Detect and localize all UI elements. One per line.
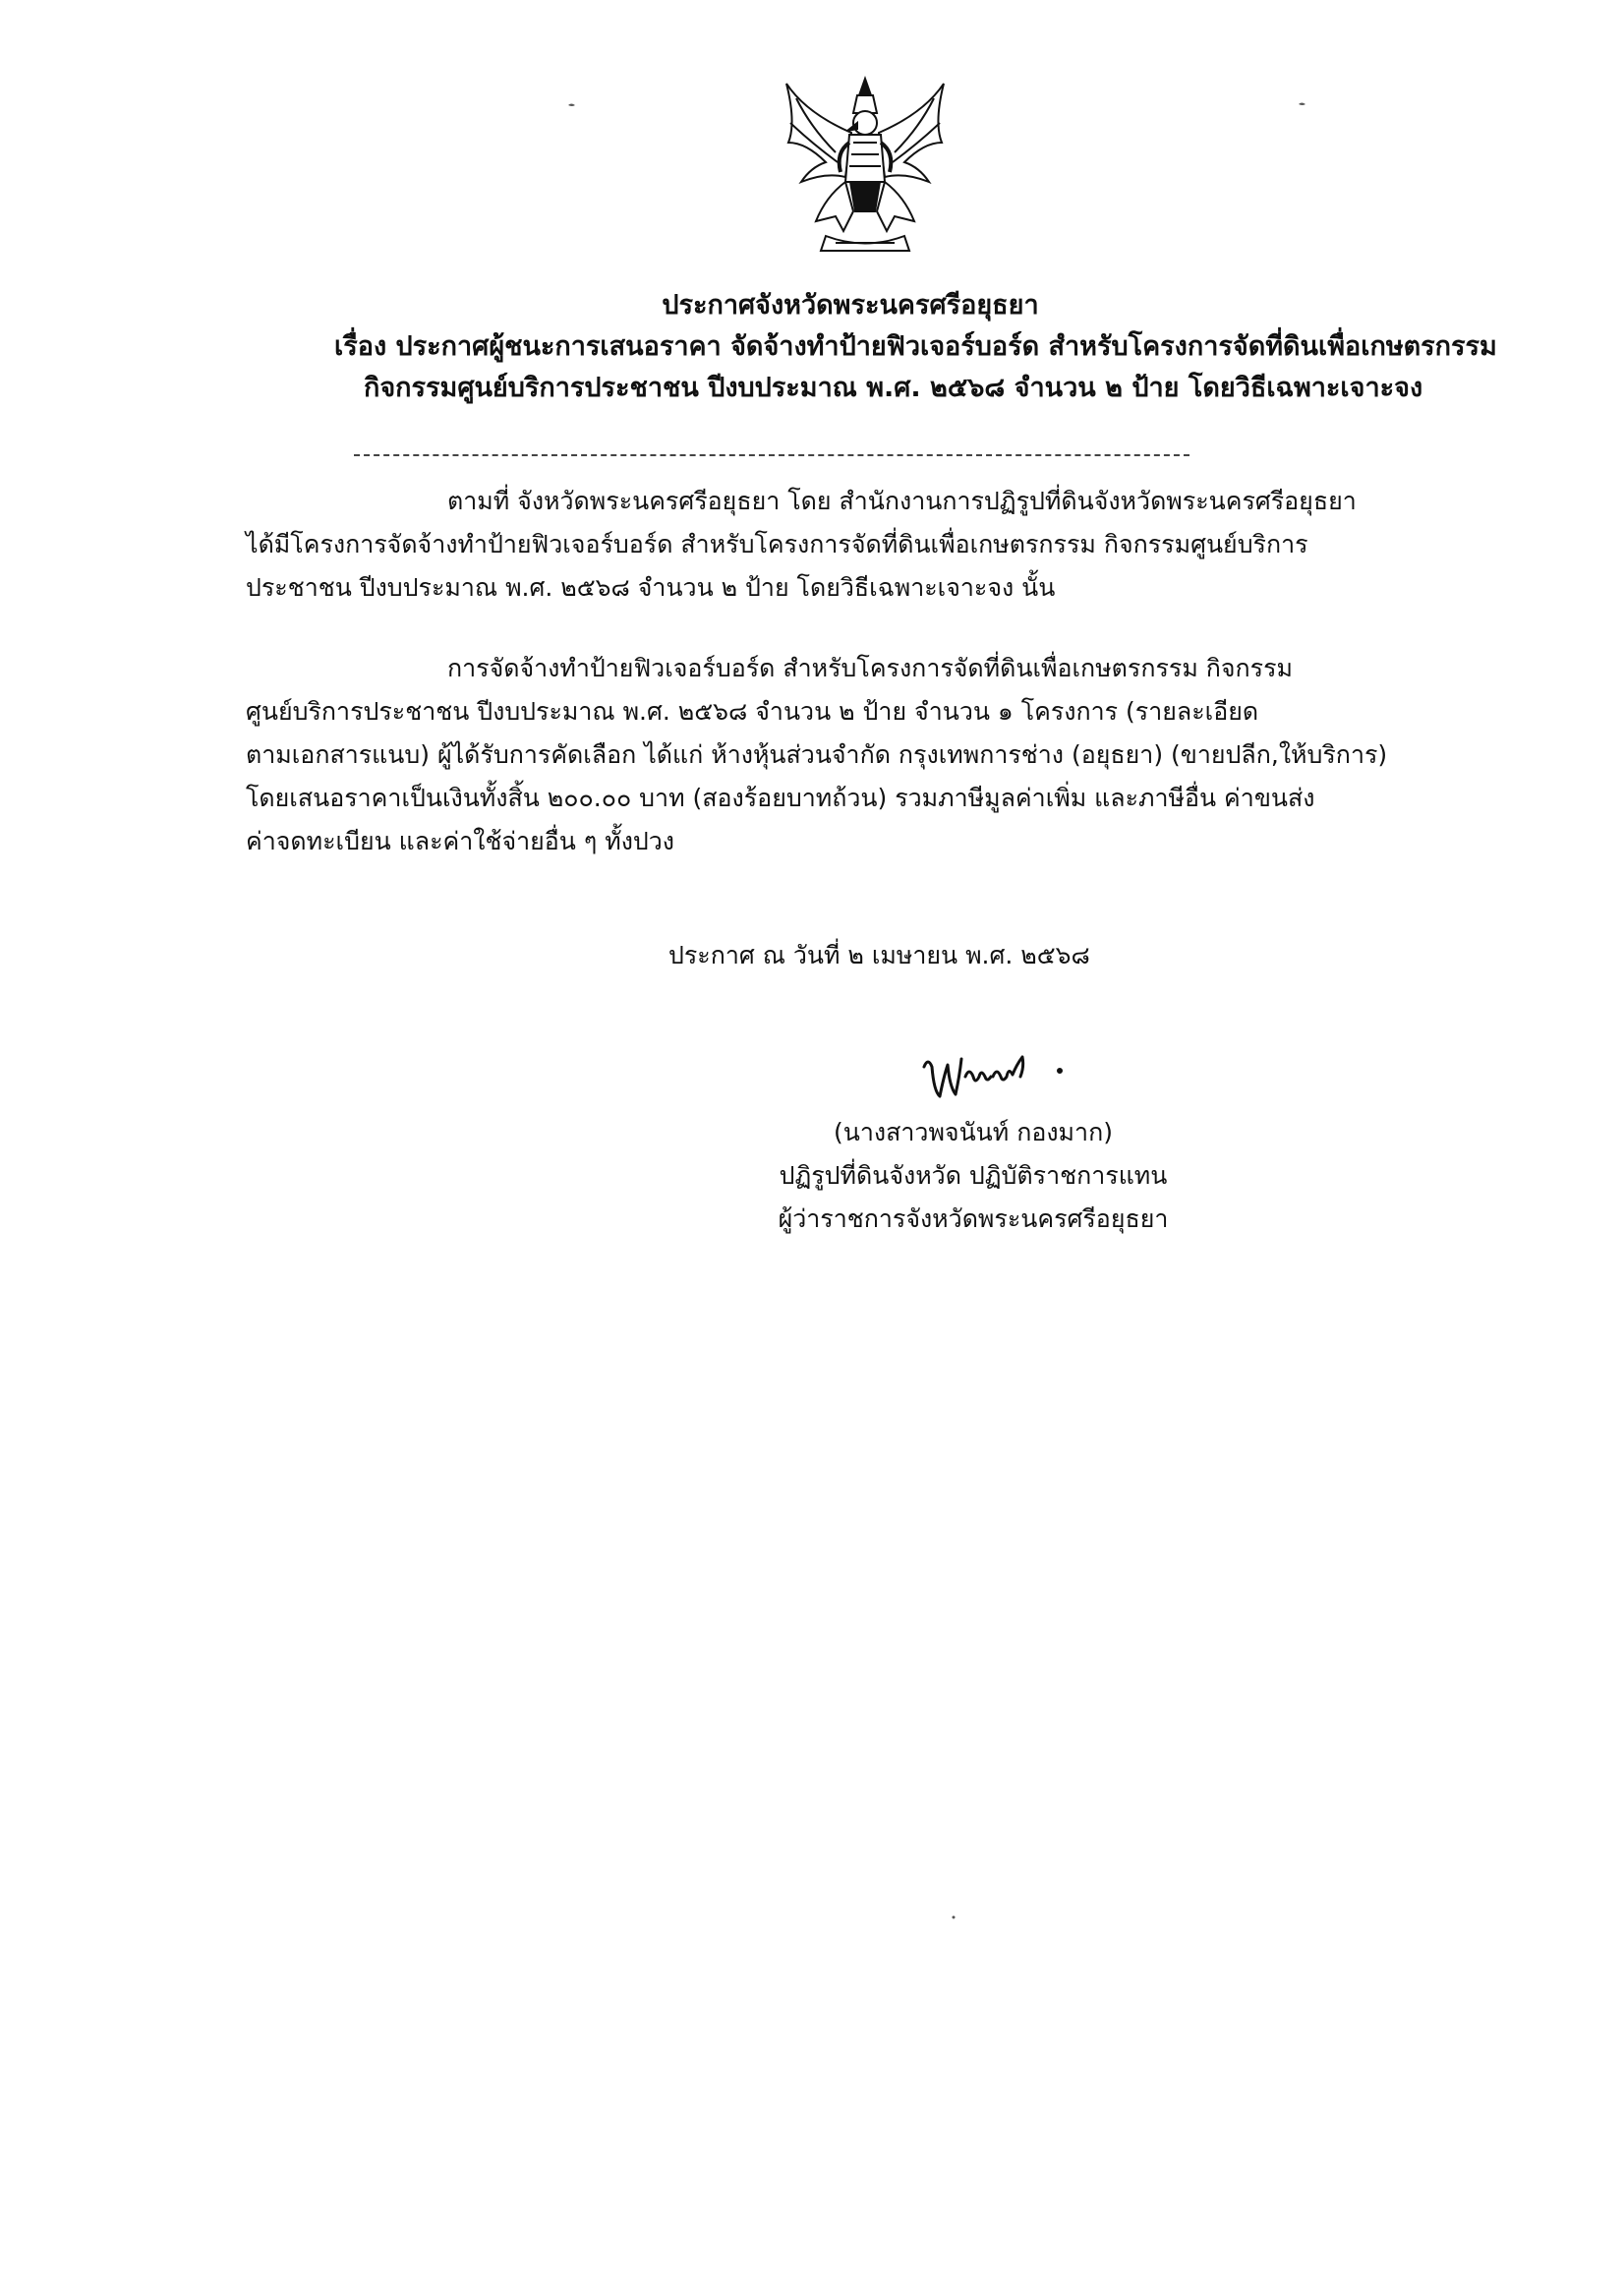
signer-name: (นางสาวพจนันท์ กองมาก) [834, 1118, 1113, 1146]
announced-date: ประกาศ ณ วันที่ ๒ เมษายน พ.ศ. ๒๕๖๘ [668, 941, 1090, 969]
handwritten-signature-icon [914, 1037, 1111, 1106]
paragraph-2-line: ค่าจดทะเบียน และค่าใช้จ่ายอื่น ๆ ทั้งปวง [246, 827, 675, 855]
document-subject-line-2: กิจกรรมศูนย์บริการประชาชน ปีงบประมาณ พ.ศ. ๒๕๖๘ จำนวน ๒ ป้าย โดยวิธีเฉพาะเจาะจง [364, 373, 1423, 403]
paragraph-1-line: ได้มีโครงการจัดจ้างทำป้ายฟิวเจอร์บอร์ด สำหรับโครงการจัดที่ดินเพื่อเกษตรกรรม กิจกรรมศูนย์บริการ [246, 530, 1308, 558]
paragraph-2-line: ศูนย์บริการประชาชน ปีงบประมาณ พ.ศ. ๒๕๖๘ จำนวน ๒ ป้าย จำนวน ๑ โครงการ (รายละเอียด [246, 697, 1259, 726]
paragraph-1-line: ประชาชน ปีงบประมาณ พ.ศ. ๒๕๖๘ จำนวน ๒ ป้าย โดยวิธีเฉพาะเจาะจง นั้น [246, 573, 1056, 602]
paragraph-1 [246, 480, 1484, 610]
signer-block [708, 1111, 1239, 1241]
garuda-emblem-icon [767, 74, 963, 261]
paragraph-2-line: ตามเอกสารแนบ) ผู้ได้รับการคัดเลือก ได้แก่ ห้างหุ้นส่วนจำกัด กรุงเทพการช่าง (อยุธยา) (ขายปลีก,ให้บริการ) [246, 740, 1388, 769]
paragraph-2-line: โดยเสนอราคาเป็นเงินทั้งสิ้น ๒๐๐.๐๐ บาท (สองร้อยบาทถ้วน) รวมภาษีมูลค่าเพิ่ม และภาษีอื่น ค่าขนส่ง [246, 784, 1315, 812]
dashed-divider [354, 454, 1189, 456]
signer-position-line-1: ปฏิรูปที่ดินจังหวัด ปฏิบัติราชการแทน [779, 1161, 1168, 1190]
paragraph-2 [246, 647, 1484, 863]
signer-position-line-2: ผู้ว่าราชการจังหวัดพระนครศรีอยุธยา [778, 1204, 1169, 1233]
document-subject-line-1: เรื่อง ประกาศผู้ชนะการเสนอราคา จัดจ้างทำป้ายฟิวเจอร์บอร์ด สำหรับโครงการจัดที่ดินเพื่อเกษตรกรรม [334, 331, 1497, 362]
paragraph-1-line: ตามที่ จังหวัดพระนครศรีอยุธยา โดย สำนักงานการปฏิรูปที่ดินจังหวัดพระนครศรีอยุธยา [447, 487, 1357, 515]
scan-speck-icon [567, 102, 577, 108]
paragraph-2-line: การจัดจ้างทำป้ายฟิวเจอร์บอร์ด สำหรับโครงการจัดที่ดินเพื่อเกษตรกรรม กิจกรรม [447, 654, 1294, 682]
document-title: ประกาศจังหวัดพระนครศรีอยุธยา [662, 290, 1039, 321]
title-block [246, 285, 1497, 409]
scan-speck-icon [952, 1915, 956, 1919]
scan-speck-icon [1298, 101, 1307, 107]
